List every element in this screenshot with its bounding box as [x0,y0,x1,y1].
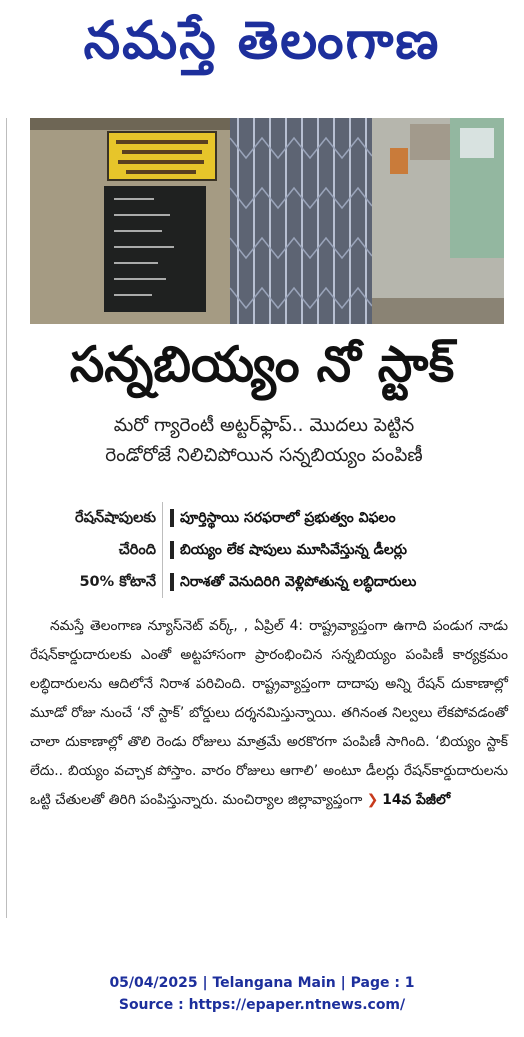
masthead-title: నమస్తే తెలంగాణ [83,10,441,71]
sidebar-line-1: రేషన్‌షాపులకు [75,510,156,526]
sidebar-line-3: 50% కోటానే [79,574,156,590]
highlight-text: పూర్తిస్థాయి సరఫరాలో ప్రభుత్వం విఫలం [180,510,396,526]
article-subhead [16,411,512,471]
article-headline: సన్నబియ్యం నో స్టాక్ [69,336,455,393]
highlight-text: నిరాశతో వెనుదిరిగి వెళ్లిపోతున్న లబ్ధిదారులు [180,574,417,590]
subhead-line-1: మరో గ్యారెంటీ అట్టర్‌ఫ్లాప్.. మొదలు పెట్టిన [113,415,415,436]
ration-shop-photo [30,118,504,324]
highlight-text: బియ్యం లేక షాపులు మూసివేస్తున్న డీలర్లు [180,542,407,558]
highlights-list [170,502,514,598]
subhead-line-2: రెండోరోజే నిలిచిపోయిన సన్నబియ్యం పంపిణీ [105,445,423,466]
bullet-bar-icon [170,509,174,527]
page-footer [0,972,524,1016]
article-body [30,612,508,815]
bullet-bar-icon [170,573,174,591]
highlight-item [170,566,514,598]
chevron-right-icon: ❯ [366,792,379,808]
article-body-text: నమస్తే తెలంగాణ న్యూస్‌నెట్ వర్క్, , ఏప్రిల్ 4: రాష్ట్రవ్యాప్తంగా ఉగాది పండుగ నాడు రేషన్‌కార్డుదారులకు ఎంతో అట్టహాసంగా ప్రారంభించిన సన్నబియ్యం పంపిణీ కార్యక్రమం లబ్ధిదారులను ఆదిలోనే నిరాశ పరిచింది. రాష్ట్రవ్యాప్తంగా దాదాపు అన్ని రేషన్ దుకాణాల్లో మూడో రోజు నుంచే ‘నో స్టాక్’ బోర్డులు దర్శనమిస్తున్నాయి. తగినంత నిల్వలు లేకపోవడంతో చాలా దుకాణాల్లో తొలి రెండు రోజులు మాత్రమే అరకొరగా పంపిణీ సాగింది. ‘బియ్యం స్టాక్ లేదు.. బియ్యం వచ్చాక పోస్తాం. వారం రోజులు ఆగాలి’ అంటూ డీలర్లు రేషన్‌కార్డుదారులను ఒట్టి చేతులతో తిరిగి పంపిస్తున్నారు. మంచిర్యాల జిల్లావ్యాప్తంగా [30,618,508,808]
quota-sidebar [20,502,163,598]
highlight-item [170,534,514,566]
article-photo [30,118,504,324]
footer-source-line[interactable]: Source : https://epaper.ntnews.com/ [118,997,406,1013]
continued-link[interactable] [367,792,450,808]
continued-text: 14వ పేజీలో [382,792,451,808]
highlight-item [170,502,514,534]
bullet-bar-icon [170,541,174,559]
footer-date-line: 05/04/2025 | Telangana Main | Page : 1 [109,975,415,991]
sidebar-line-2: చేరింది [118,542,156,558]
